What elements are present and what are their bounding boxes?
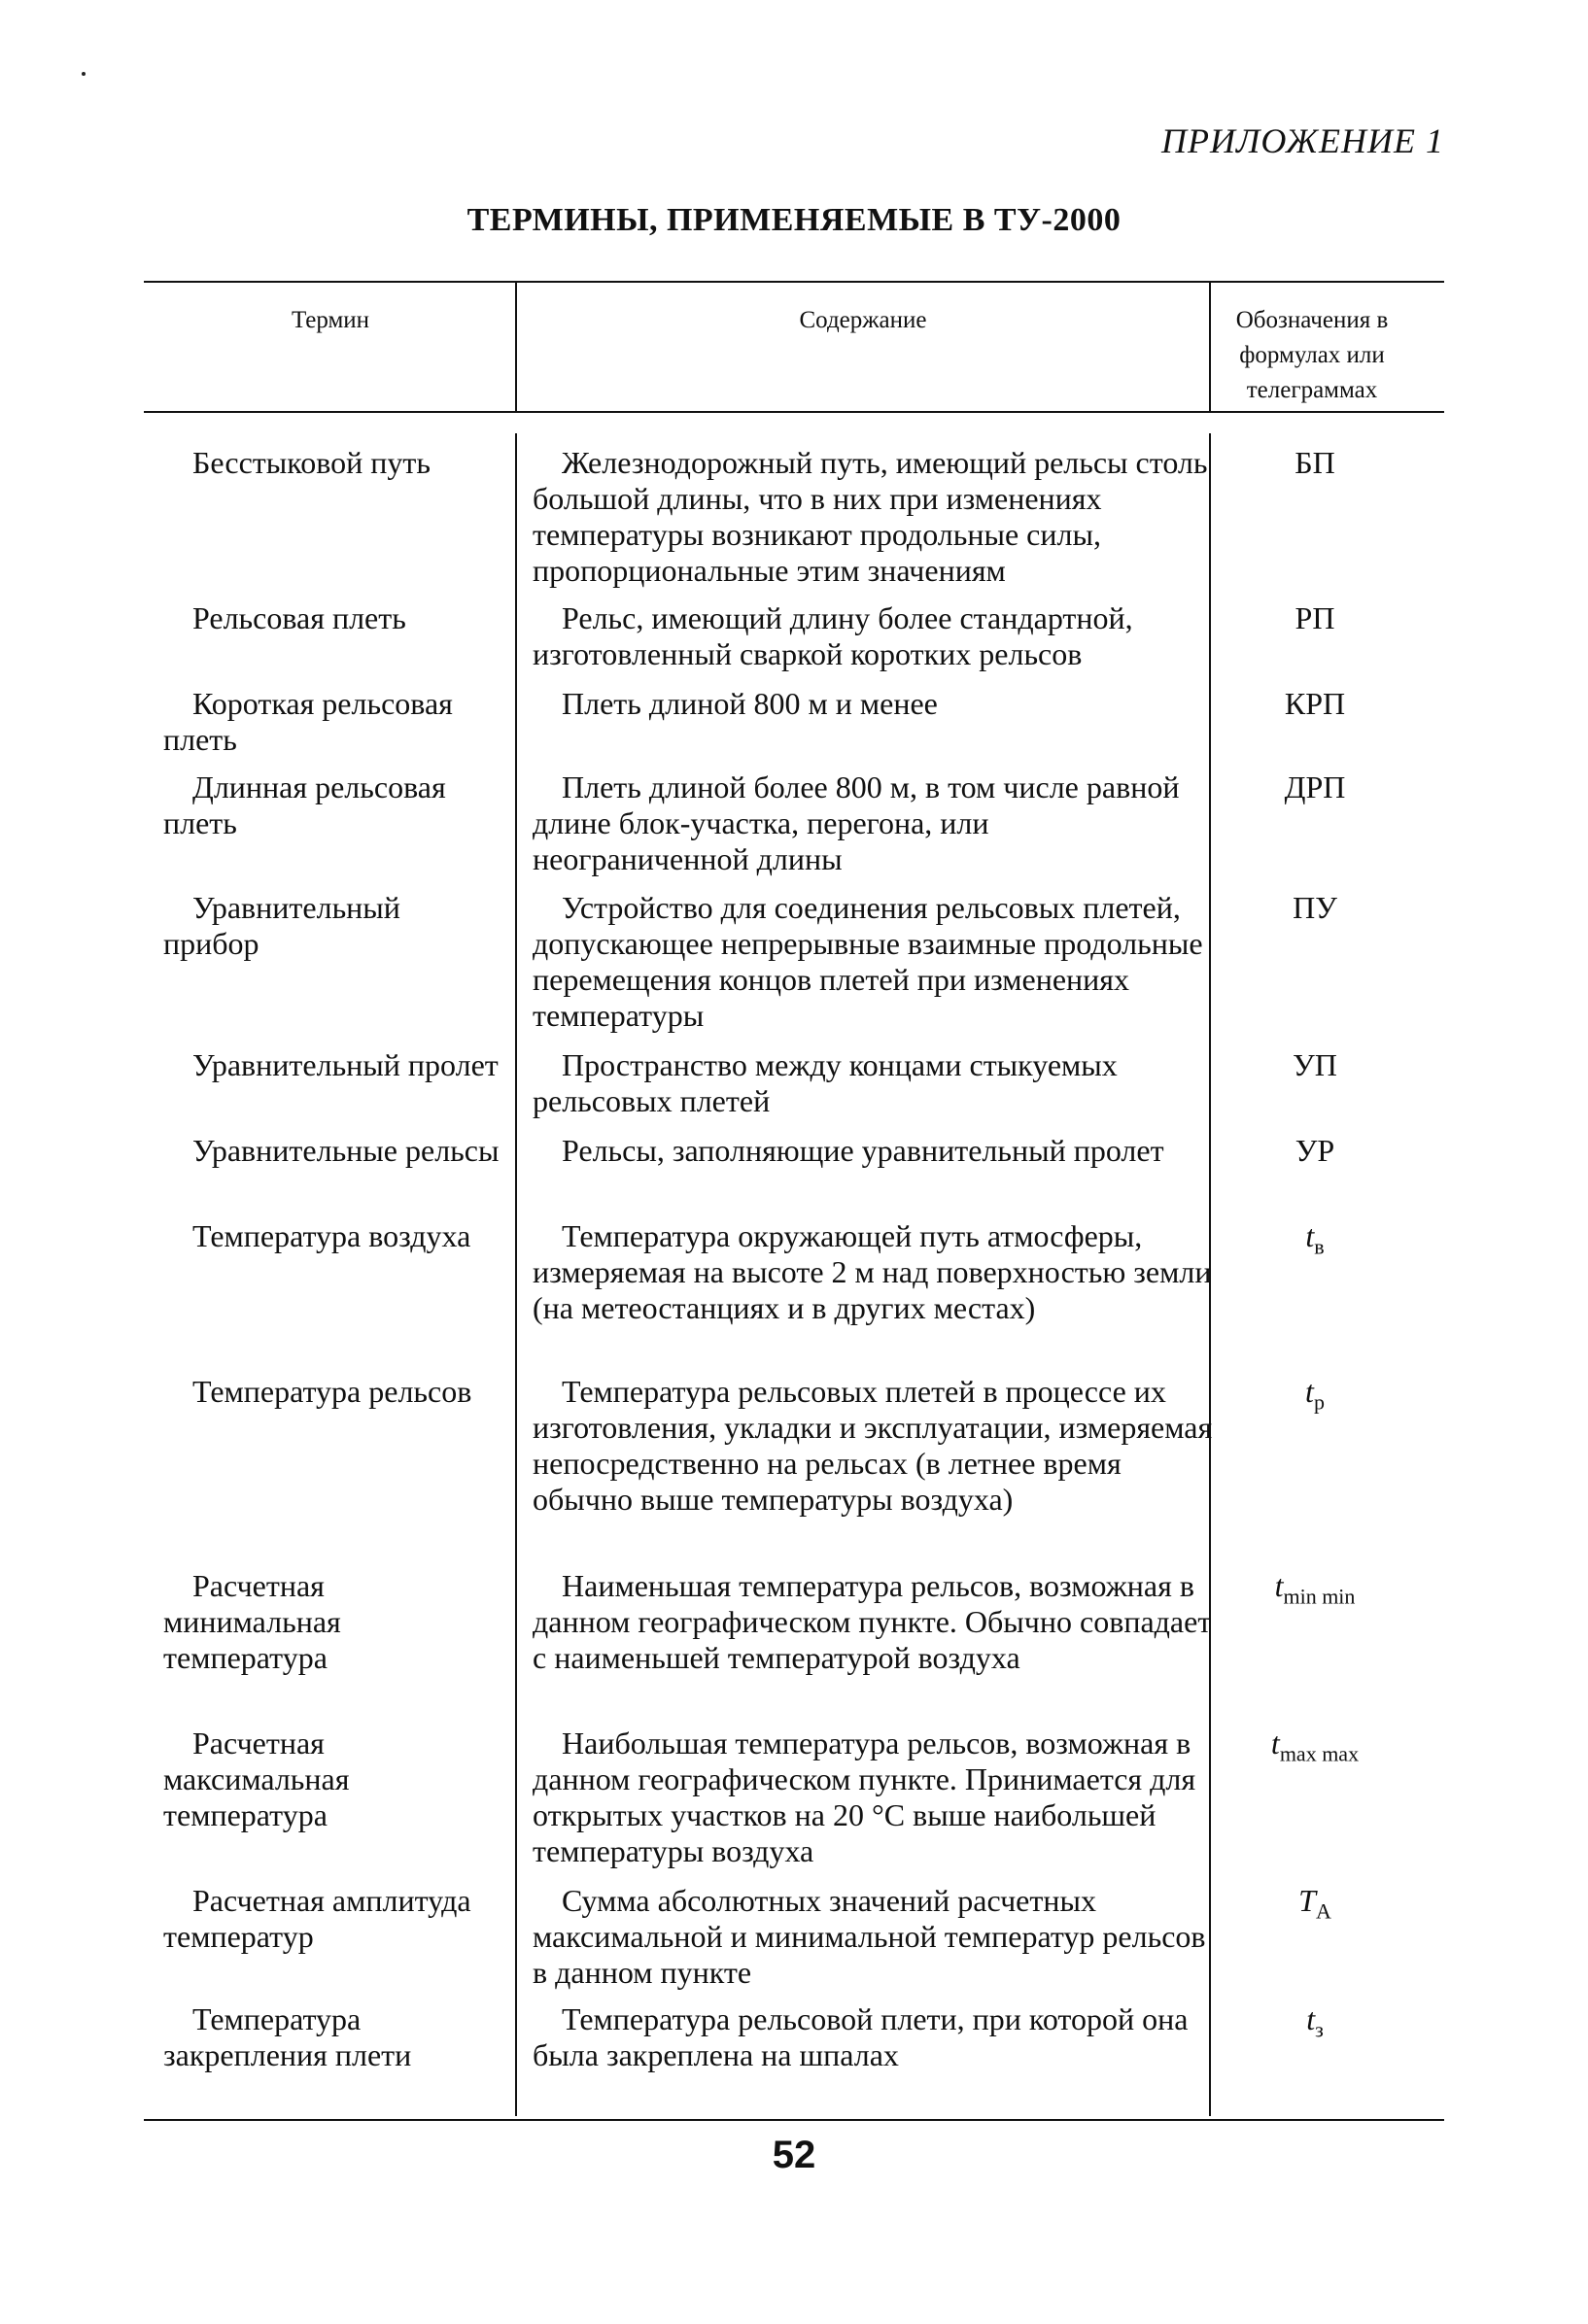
term-cell: Температура воздуха xyxy=(192,1218,471,1253)
term-cell: Бесстыковой путь xyxy=(192,445,431,480)
symbol-cell xyxy=(1232,1218,1398,1264)
term-cell: Расчетная минимальная температура xyxy=(163,1568,341,1675)
header-divider-2 xyxy=(1209,281,1211,411)
symbol-cell: УП xyxy=(1293,1047,1337,1082)
term-cell: Уравнительный прибор xyxy=(163,890,400,961)
term-cell: Уравнительный пролет xyxy=(192,1047,499,1082)
content-cell: Рельсы, заполняющие уравнительный пролет xyxy=(562,1133,1164,1168)
page-number: 52 xyxy=(772,2134,816,2176)
page-title: ТЕРМИНЫ, ПРИМЕНЯЕМЫЕ В ТУ-2000 xyxy=(466,202,1122,238)
header-divider-1 xyxy=(515,281,517,411)
table-top-rule xyxy=(144,281,1444,283)
symbol-subscript: А xyxy=(1315,1898,1331,1924)
term-cell: Рельсовая плеть xyxy=(192,600,406,635)
content-cell: Сумма абсолютных значений расчетных максимальной и минимальной температур рельсов в данном пункте xyxy=(533,1883,1206,1990)
symbol-main: T xyxy=(1298,1883,1316,1918)
symbol-cell: ПУ xyxy=(1293,890,1337,925)
term-cell: Расчетная амплитуда температур xyxy=(163,1883,471,1954)
appendix-label: ПРИЛОЖЕНИЕ 1 xyxy=(1161,121,1444,160)
symbol-subscript: min min xyxy=(1283,1584,1356,1609)
symbol-subscript: max max xyxy=(1279,1741,1360,1766)
term-cell: Расчетная максимальная температура xyxy=(163,1726,350,1832)
symbol-cell xyxy=(1232,1568,1398,1614)
content-cell: Плеть длиной 800 м и менее xyxy=(562,686,938,721)
symbol-main: t xyxy=(1270,1726,1280,1760)
symbol-main: t xyxy=(1306,2001,1316,2036)
term-cell: Уравнительные рельсы xyxy=(192,1133,500,1168)
content-cell: Температура рельсовой плети, при которой она была закреплена на шпалах xyxy=(533,2001,1189,2072)
header-content: Содержание xyxy=(799,307,927,333)
symbol-cell: БП xyxy=(1295,445,1335,480)
header-symbol: Обозначения в формулах или телеграммах xyxy=(1235,307,1389,403)
symbol-subscript: в xyxy=(1314,1234,1325,1259)
symbol-cell: УР xyxy=(1295,1133,1335,1168)
content-cell: Температура окружающей путь атмосферы, измеряемая на высоте 2 м над поверхностью земли (на метеостанциях и в других местах) xyxy=(533,1218,1212,1325)
scan-speck xyxy=(82,72,86,76)
content-cell: Наименьшая температура рельсов, возможная в данном географическом пункте. Обычно совпадает с наименьшей температурой воздуха xyxy=(533,1568,1212,1675)
table-header-rule xyxy=(144,411,1444,413)
symbol-main: t xyxy=(1305,1218,1315,1253)
symbol-cell: КРП xyxy=(1284,686,1346,721)
symbol-cell xyxy=(1232,2001,1398,2047)
content-cell: Плеть длиной более 800 м, в том числе равной длине блок-участка, перегона, или неограниченной длины xyxy=(533,769,1180,876)
symbol-main: t xyxy=(1305,1374,1314,1409)
symbol-cell xyxy=(1232,1374,1398,1419)
term-cell: Температура закрепления плети xyxy=(163,2001,412,2072)
symbol-cell xyxy=(1232,1883,1398,1929)
content-cell: Рельс, имеющий длину более стандартной, изготовленный сваркой коротких рельсов xyxy=(533,600,1133,671)
symbol-cell: ДРП xyxy=(1284,769,1346,804)
symbol-cell: РП xyxy=(1295,600,1335,635)
content-cell: Температура рельсовых плетей в процессе их изготовления, укладки и эксплуатации, измеряемая непосредственно на рельсах (в летнее время обычно выше температуры воздуха) xyxy=(533,1374,1213,1517)
symbol-subscript: з xyxy=(1315,2017,1324,2042)
term-cell: Температура рельсов xyxy=(192,1374,472,1409)
symbol-main: t xyxy=(1274,1568,1284,1603)
content-cell: Устройство для соединения рельсовых плетей, допускающее непрерывные взаимные продольные перемещения концов плетей при изменениях температуры xyxy=(533,890,1203,1033)
body-divider-1 xyxy=(515,433,517,2116)
content-cell: Железнодорожный путь, имеющий рельсы столь большой длины, что в них при изменениях температуры возникают продольные силы, пропорциональные этим значениям xyxy=(533,445,1208,588)
term-cell: Короткая рельсовая плеть xyxy=(163,686,453,757)
symbol-cell xyxy=(1232,1726,1398,1771)
header-term: Термин xyxy=(291,307,370,333)
content-cell: Наибольшая температура рельсов, возможная в данном географическом пункте. Принимается для открытых участков на 20 °С выше наибольшей температуры воздуха xyxy=(533,1726,1196,1868)
term-cell: Длинная рельсовая плеть xyxy=(163,769,446,840)
symbol-subscript: р xyxy=(1313,1389,1325,1415)
content-cell: Пространство между концами стыкуемых рельсовых плетей xyxy=(533,1047,1118,1118)
table-bottom-rule xyxy=(144,2119,1444,2121)
